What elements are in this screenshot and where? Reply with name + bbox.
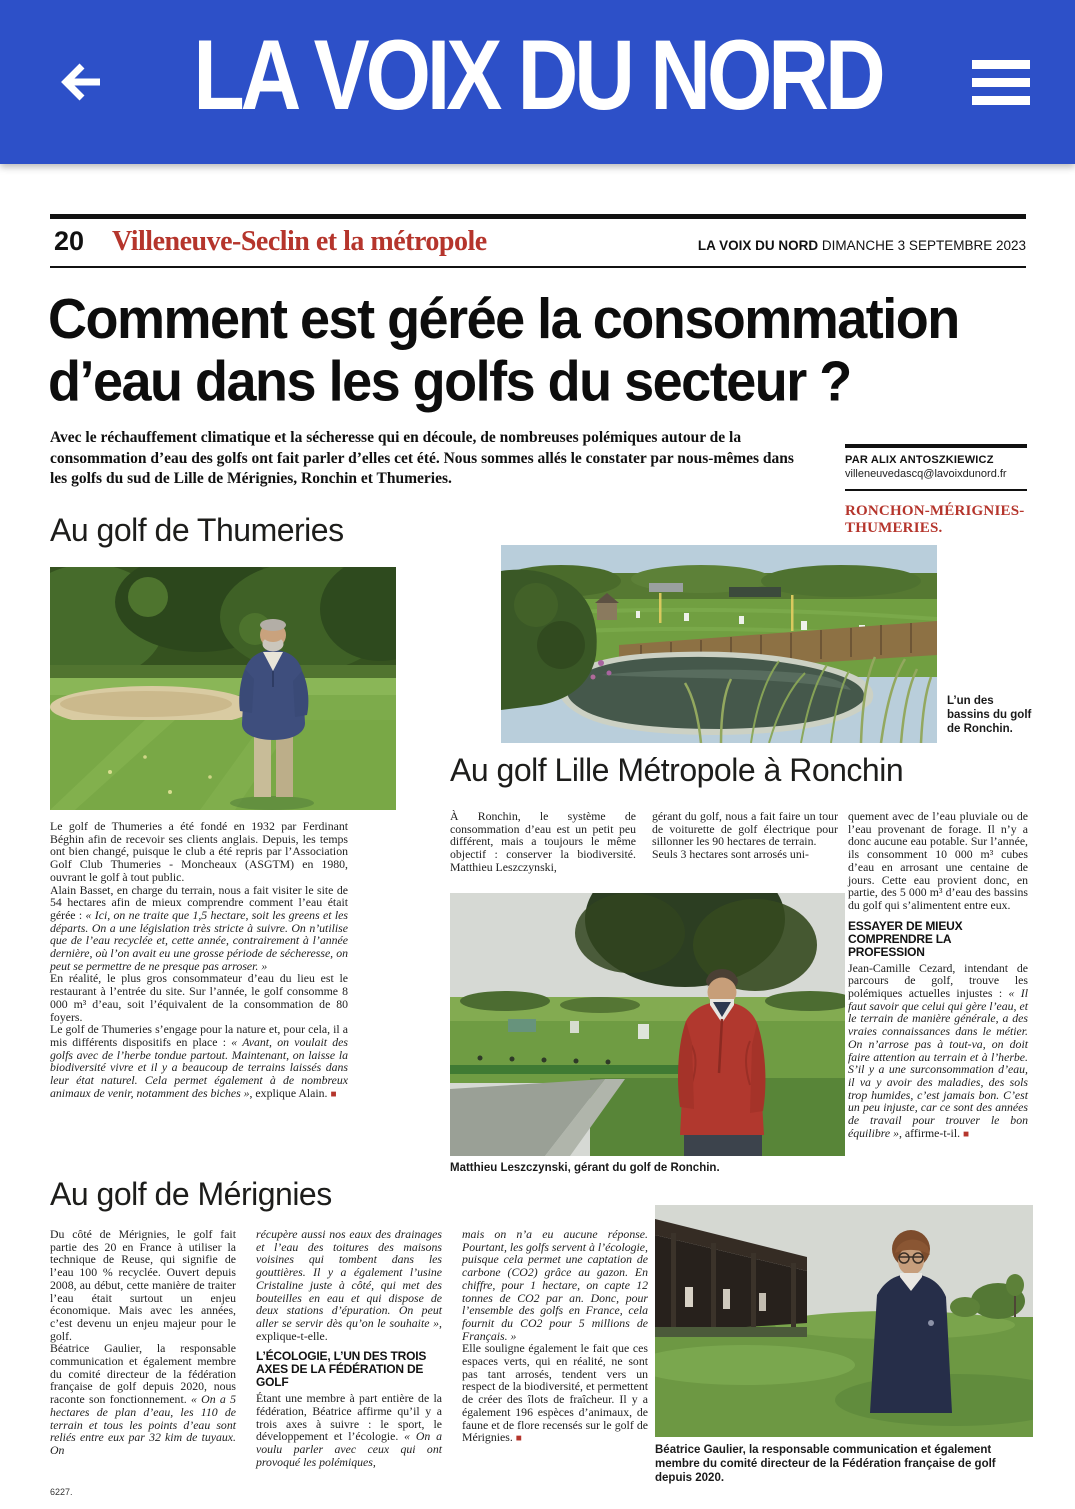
merignies-column-2 [256,1228,442,1469]
body-paragraph: En réalité, le plus gros consommateur d’eau du lieu est le restaurant à l’entrée du site. Sur l’année, le golf consomme 8 000 m³ d’eau, soit l’équivalent de la consommation de 80 foyers. [50,971,348,1024]
body-paragraph: Du côté de Mérignies, le golf fait partie des 20 en France à utiliser la technique de Reuse, qui signifie de l’eau 100 % recyclée. Ouvert depuis 2008, au début, cette manière de traiter l’eau était surtout un enjeu économique. Mais avec les années, c’est devenu un enjeu majeur pour le golf. [50,1227,236,1343]
ronchin-column-1 [450,810,636,874]
body-paragraph: quement avec de l’eau pluviale ou de l’eau provenant de forage. Il n’y a donc aucune eau potable. Sur l’année, ils consomment 10 000 m³ cubes d’eau en arrosant une centaine de jours. Cette eau provient donc, en partie, des 5 000 m³ d’eau des bassins du golf qui s’alimentent entre eux. [848,809,1028,912]
ronchin-column-2 [652,810,838,861]
matthieu-photo-caption: Matthieu Leszczynski, gérant du golf de Ronchin. [450,1162,720,1174]
body-paragraph: Alain Basset, en charge du terrain, nous a fait visiter le site de 54 hectares afin de mieux comprendre comment l’eau était gérée : « Ici, on ne traite que 1,5 hectare, soit les greens et les départs. On a une législation très stricte à suivre. On n’utilise que de l’eau recyclée et, cette année, contrairement à l’année dernière, où l’on avait eu une grosse période de sécheresse, on peut se permettre de ne presque pas arroser. » [50,882,348,973]
edition-date: DIMANCHE 3 SEPTEMBRE 2023 [818,238,1026,253]
body-paragraph: Le golf de Thumeries a été fondé en 1932 par Ferdinant Béghin afin de recevoir ses clients anglais. Depuis, les temps ont bien changé, puisque le club a été repris par l’Association Golf Club Thumeries - Moncheaux (ASGTM) en 1980, ouvrant le golf à tout public. [50,819,348,884]
column-subheading: L’ÉCOLOGIE, L’UN DES TROIS AXES DE LA FÉDÉRATION DE GOLF [256,1349,427,1390]
body-paragraph: Le golf de Thumeries s’engage pour la nature et, pour cela, il a mis différents dispositifs en place : « Avant, on voulait des golfs avec de l’herbe tondue partout. Maintenant, on laisse la biodiversité vivre et il y a beaucoup de terrains laissés dans leur état naturel. Cela permet également à de nombreux animaux de venir, notamment des biches », explique Alain. ■ [50,1022,348,1100]
column-subheading: ESSAYER DE MIEUX COMPRENDRE LA PROFESSION [848,918,963,959]
location-tag: RONCHON-MÉRIGNIES-THUMERIES. [845,503,1025,536]
merignies-column-1 [50,1228,236,1457]
beatrice-photo-caption: Béatrice Gaulier, la responsable communication et également membre du comité directeur de la Fédération française de golf depuis 2020. [655,1444,996,1484]
brand-name: LA VOIX DU NORD [697,238,819,253]
byline-block [845,444,1027,491]
menu-button[interactable] [972,60,1030,106]
page-footer-code: 6227. [50,1487,73,1497]
section-title: Villeneuve-Seclin et la métropole [112,226,487,257]
body-paragraph: Étant une membre à part entière de la fédération, Béatrice affirme qu’il y a trois axes à suivre : le sport, le développement et l’écologie. « On a voulu parler avec ceux qui ont provoqué les polémiques, [256,1391,442,1469]
newspaper-logo[interactable]: LA VOIX DU NORD [193,19,882,131]
article-lead: Avec le réchauffement climatique et la sécheresse qui en découle, de nombreuses polémiques autour de la consommation d’eau des golfs ont fait parler d’elles cet été. Nous sommes allés le constater par nous-mêmes dans les golfs du sud de Lille de Mérignies, Ronchin et Thumeries. [50,429,794,487]
app-header [0,0,1075,164]
ronchin-column-3 [848,810,1028,1141]
body-paragraph: Seuls 3 hectares sont arrosés uni- [652,847,809,862]
body-paragraph: À Ronchin, le système de consommation d’eau est un petit peu différent, mais a toujours le même objectif : conserver la biodiversité. Matthieu Leszczynski, [450,809,636,874]
headline-line-1: Comment est gérée la consommation [48,288,959,351]
section-heading-ronchin: Au golf Lille Métropole à Ronchin [450,752,904,788]
body-paragraph: Elle souligne également le fait que ces espaces verts, qui en réalité, ne sont pas tant arrosés, tendent vers un respect de la biodiversité, et permettent de créer des îlots de fraîcheur. Il y a également 196 espèces d’animaux, de faune et de flore recensés sur le golf de Mérignies. ■ [462,1341,648,1445]
section-heading-merignies: Au golf de Mérignies [50,1176,332,1212]
body-paragraph: récupère aussi nos eaux des drainages et l’eau des toitures des maisons voisines qui tombent dans les gouttières. Il y a également l’usine Cristaline juste à côté, qui met des bouteilles en eau et qui dispose de deux stations d’épuration. On peut aller se servir dès qu’on le souhaite », explique-t-elle. [256,1227,442,1343]
section-heading-thumeries: Au golf de Thumeries [50,512,344,548]
body-paragraph: Jean-Camille Cezard, intendant de parcours de golf, trouve les polémiques actuelles injustes : « Il faut savoir que celui qui gère l’eau, et le terrain de manière générale, a des vraies connaissances dans le métier. On n’arrose pas à tout-va, on doit faire attention au terrain et à l’herbe. S’il y a une surconsommation d’eau, il va y avoir des maladies, des sols trop humides, c’est jamais bon. C’est un peu injuste, car ce sont des années de travail pour trouver le bon équilibre », affirme-t-il. ■ [848,960,1029,1140]
hamburger-icon [972,60,1030,105]
photo-thumeries-golf-manager [50,567,396,810]
photo-ronchin-water-basin [501,545,937,743]
article-headline [48,288,1038,413]
headline-line-2: d’eau dans les golfs du secteur ? [48,350,851,413]
body-paragraph: mais on n’a eu aucune réponse. Pourtant, les golfs servent à l’écologie, puisque cela permet une captation de carbone (CO2) grâce au gazon. En chiffre, pour 1 hectare, on capte 12 tonnes de CO2 par an. Donc, pour l’ensemble des golfs en France, cela fournit du CO2 pour 5 millions de Français. » [462,1227,648,1343]
kicker-bar [50,214,1026,268]
photo-matthieu-leszczynski [450,893,845,1156]
page-number: 20 [54,226,85,256]
pond-photo-caption: L’un des bassins du golf de Ronchin. [947,695,1032,735]
byline: PAR ALIX ANTOSZKIEWICZ [845,454,994,466]
thumeries-body-text [50,820,348,1101]
body-paragraph: Béatrice Gaulier, la responsable communication et également membre du comité directeur de la fédération française de golf depuis 2020, nous raconte son fonctionnement. « On a 5 hectares de plan d’eau, les 110 de terrain et tous les points d’eau sont reliés entre eux par 32 kim de tuyaux. On [50,1341,236,1457]
body-paragraph: gérant du golf, nous a fait faire un tour de voiturette de golf électrique pour sillonner les 90 hectares de terrain. [652,809,838,849]
photo-beatrice-gaulier [655,1205,1033,1437]
byline-email: villeneuvedascq@lavoixdunord.fr [845,468,1007,480]
merignies-column-3 [462,1228,648,1446]
edition-info [698,238,1026,253]
